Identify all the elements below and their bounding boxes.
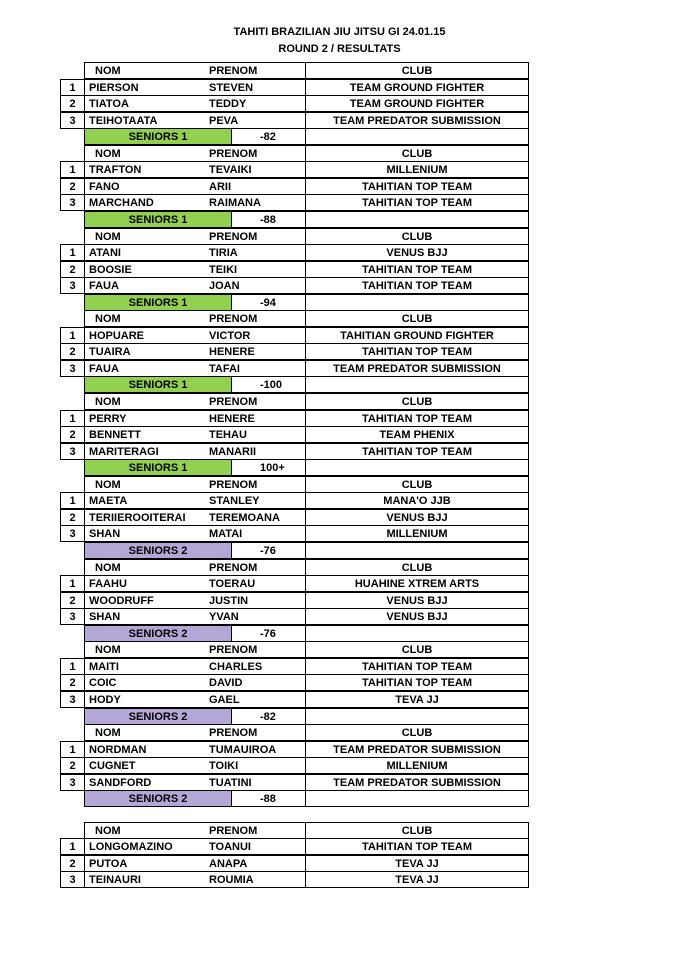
division-row [0,211,679,228]
nom-header: NOM [95,65,121,77]
division-row [0,790,679,807]
table-header-row [0,559,679,576]
rank-cell: 3 [60,871,85,888]
nom-value: SHAN [89,528,121,541]
prenom-header: PRENOM [209,478,258,491]
name-cell [84,79,306,96]
name-header-cell [84,145,306,162]
club-value: MILLENIUM [305,161,529,178]
name-header-cell [84,310,306,327]
name-cell [84,855,306,872]
prenom-header: PRENOM [209,727,258,739]
club-value: TAHITIAN TOP TEAM [305,194,529,211]
nom-header: NOM [95,824,121,837]
table-row [0,112,679,129]
table-row [0,674,679,691]
rank-cell: 2 [60,592,85,609]
table-row [0,592,679,609]
name-cell [84,261,306,278]
nom-header: NOM [95,313,121,326]
prenom-value: JOAN [209,280,240,293]
rank-cell: 3 [60,360,85,377]
division-label: SENIORS 2 [84,790,232,807]
prenom-header: PRENOM [209,313,258,326]
club-value: TEAM PREDATOR SUBMISSION [305,360,529,377]
nom-value: FANO [89,180,120,193]
nom-value: WOODRUFF [89,594,154,607]
club-value: TEVA JJ [305,691,529,708]
nom-value: TEIHOTAATA [89,114,158,127]
name-cell [84,592,306,609]
prenom-value: CHARLES [209,660,263,673]
table-header-row [0,393,679,410]
rank-cell: 3 [60,194,85,211]
name-header-cell [84,641,306,658]
rank-cell: 2 [60,855,85,872]
table-row [0,658,679,675]
nom-value: PIERSON [89,81,139,94]
table-row [0,509,679,526]
nom-value: PUTOA [89,857,128,870]
rank-cell: 3 [60,112,85,129]
name-cell [84,774,306,791]
prenom-value: PEVA [209,114,239,127]
weight-spacer-cell [305,708,529,725]
prenom-value: TAFAI [209,362,240,375]
name-cell [84,674,306,691]
club-header: CLUB [305,822,529,839]
nom-value: HODY [89,693,121,706]
rank-cell: 3 [60,774,85,791]
nom-value: LONGOMAZINO [89,841,173,854]
rank-cell: 3 [60,525,85,542]
name-header-cell [84,476,306,493]
club-value: VENUS BJJ [305,608,529,625]
name-cell [84,194,306,211]
table-row [0,855,679,872]
weight-label: -76 [231,542,306,559]
name-header-cell [84,62,306,79]
division-row [0,128,679,145]
division-row [0,708,679,725]
table-row [0,161,679,178]
club-header: CLUB [305,145,529,162]
name-cell [84,244,306,261]
rank-cell: 1 [60,410,85,427]
prenom-value: TUMAUIROA [209,743,277,756]
club-value: MILLENIUM [305,525,529,542]
name-cell [84,327,306,344]
weight-label: -94 [231,294,306,311]
name-cell [84,871,306,888]
nom-value: FAAHU [89,578,127,591]
club-value: TAHITIAN TOP TEAM [305,410,529,427]
prenom-value: JUSTIN [209,594,249,607]
nom-value: COIC [89,677,117,690]
rank-cell: 1 [60,741,85,758]
nom-value: HOPUARE [89,329,145,342]
table-row [0,194,679,211]
club-value: TEAM PREDATOR SUBMISSION [305,774,529,791]
rank-cell: 2 [60,95,85,112]
club-value: TEAM GROUND FIGHTER [305,79,529,96]
nom-value: SHAN [89,611,121,624]
prenom-header: PRENOM [209,561,258,574]
name-cell [84,509,306,526]
prenom-value: DAVID [209,677,243,690]
table-row [0,79,679,96]
rank-cell: 2 [60,426,85,443]
club-value: TAHITIAN TOP TEAM [305,178,529,195]
club-value: TEAM PHENIX [305,426,529,443]
club-value: TAHITIAN TOP TEAM [305,674,529,691]
prenom-value: GAEL [209,693,240,706]
prenom-value: TEVAIKI [209,164,252,177]
club-value: HUAHINE XTREM ARTS [305,575,529,592]
name-header-cell [84,228,306,245]
rank-cell: 2 [60,343,85,360]
table-row [0,426,679,443]
nom-value: ATANI [89,247,121,260]
weight-spacer-cell [305,625,529,642]
table-row [0,774,679,791]
table-row [0,443,679,460]
table-header-row [0,822,679,839]
page-subtitle: ROUND 2 / RESULTATS [278,43,401,55]
prenom-value: STANLEY [209,495,260,508]
name-cell [84,360,306,377]
club-header: CLUB [305,310,529,327]
division-row [0,294,679,311]
table-row [0,95,679,112]
prenom-value: VICTOR [209,329,251,342]
rank-cell: 3 [60,443,85,460]
table-row [0,343,679,360]
name-cell [84,112,306,129]
table-header-row [0,724,679,741]
division-row [0,459,679,476]
name-cell [84,95,306,112]
table-row [0,838,679,855]
prenom-value: TUATINI [209,776,252,789]
club-value: TEAM PREDATOR SUBMISSION [305,112,529,129]
weight-label: -76 [231,625,306,642]
division-row [0,542,679,559]
prenom-value: TOIKI [209,760,239,773]
weight-label: 100+ [231,459,306,476]
nom-value: SANDFORD [89,776,152,789]
rank-cell: 2 [60,261,85,278]
weight-spacer-cell [305,542,529,559]
club-header: CLUB [305,228,529,245]
nom-value: CUGNET [89,760,136,773]
division-label: SENIORS 1 [84,376,232,393]
division-label: SENIORS 1 [84,128,232,145]
nom-header: NOM [95,147,121,160]
nom-value: TIATOA [89,98,129,111]
name-cell [84,691,306,708]
nom-value: MAITI [89,660,119,673]
nom-value: MARITERAGI [89,445,159,458]
nom-value: NORDMAN [89,743,147,756]
name-header-cell [84,393,306,410]
name-header-cell [84,724,306,741]
nom-value: TERIIEROOITERAI [89,511,186,524]
table-header-row [0,310,679,327]
nom-value: TRAFTON [89,164,142,177]
division-label: SENIORS 1 [84,294,232,311]
nom-value: MARCHAND [89,197,154,210]
rank-cell: 2 [60,178,85,195]
club-header: CLUB [305,559,529,576]
name-cell [84,492,306,509]
club-value: TEAM PREDATOR SUBMISSION [305,741,529,758]
prenom-value: TOERAU [209,578,256,591]
prenom-header: PRENOM [209,230,258,243]
nom-value: FAUA [89,280,119,293]
name-cell [84,658,306,675]
weight-label: -82 [231,708,306,725]
club-value: TEVA JJ [305,855,529,872]
table-header-row [0,62,679,79]
table-row [0,871,679,888]
prenom-value: ARII [209,180,231,193]
weight-label: -88 [231,790,306,807]
name-cell [84,426,306,443]
prenom-value: MANARII [209,445,257,458]
division-label: SENIORS 2 [84,708,232,725]
nom-header: NOM [95,561,121,574]
name-cell [84,178,306,195]
rank-cell: 3 [60,608,85,625]
name-cell [84,161,306,178]
prenom-value: TEREMOANA [209,511,280,524]
division-label: SENIORS 2 [84,542,232,559]
club-header: CLUB [305,476,529,493]
prenom-value: MATAI [209,528,243,541]
rank-cell: 3 [60,277,85,294]
table-row [0,327,679,344]
nom-value: BOOSIE [89,263,132,276]
prenom-value: TEIKI [209,263,238,276]
name-header-cell [84,822,306,839]
club-value: TAHITIAN TOP TEAM [305,261,529,278]
table-row [0,244,679,261]
prenom-header: PRENOM [209,824,258,837]
prenom-header: PRENOM [209,396,258,408]
rank-cell: 2 [60,757,85,774]
nom-value: TEINAURI [89,874,141,887]
prenom-header: PRENOM [209,644,258,657]
table-row [0,360,679,377]
prenom-value: RAIMANA [209,197,261,210]
club-header: CLUB [305,724,529,741]
prenom-value: HENERE [209,346,255,359]
rank-cell: 1 [60,161,85,178]
club-value: VENUS BJJ [305,244,529,261]
nom-value: MAETA [89,495,128,508]
club-value: VENUS BJJ [305,592,529,609]
rank-cell: 1 [60,244,85,261]
division-label: SENIORS 1 [84,211,232,228]
weight-spacer-cell [305,376,529,393]
table-row [0,277,679,294]
weight-label: -88 [231,211,306,228]
club-value: TAHITIAN TOP TEAM [305,658,529,675]
nom-value: PERRY [89,412,127,425]
club-value: VENUS BJJ [305,509,529,526]
prenom-value: TIRIA [209,247,238,260]
nom-value: TUAIRA [89,346,131,359]
nom-value: BENNETT [89,429,141,442]
table-header-row [0,476,679,493]
club-value: TAHITIAN GROUND FIGHTER [305,327,529,344]
division-label: SENIORS 2 [84,625,232,642]
table-row [0,741,679,758]
club-value: TAHITIAN TOP TEAM [305,343,529,360]
name-cell [84,608,306,625]
name-cell [84,757,306,774]
page-title: TAHITI BRAZILIAN JIU JITSU GI 24.01.15 [233,26,446,38]
prenom-value: ANAPA [209,857,248,870]
rank-cell: 2 [60,674,85,691]
rank-cell: 1 [60,79,85,96]
nom-value: FAUA [89,362,119,375]
prenom-value: ROUMIA [209,874,254,887]
table-row [0,410,679,427]
nom-header: NOM [95,644,121,657]
table-row [0,691,679,708]
name-cell [84,443,306,460]
club-value: MANA'O JJB [305,492,529,509]
name-cell [84,277,306,294]
club-value: TAHITIAN TOP TEAM [305,838,529,855]
table-row [0,608,679,625]
club-value: MILLENIUM [305,757,529,774]
club-header: CLUB [305,641,529,658]
name-cell [84,525,306,542]
rank-cell: 3 [60,691,85,708]
prenom-value: TEDDY [209,98,247,111]
table-row [0,525,679,542]
rank-cell: 1 [60,327,85,344]
table-row [0,261,679,278]
rank-cell: 1 [60,575,85,592]
division-label: SENIORS 1 [84,459,232,476]
division-row [0,376,679,393]
prenom-value: HENERE [209,412,255,425]
club-header: CLUB [305,393,529,410]
name-cell [84,575,306,592]
name-cell [84,741,306,758]
nom-header: NOM [95,478,121,491]
weight-spacer-cell [305,128,529,145]
prenom-value: STEVEN [209,81,254,94]
weight-spacer-cell [305,790,529,807]
rank-cell: 1 [60,492,85,509]
name-cell [84,410,306,427]
weight-label: -100 [231,376,306,393]
club-value: TEAM GROUND FIGHTER [305,95,529,112]
prenom-value: TEHAU [209,429,247,442]
club-value: TEVA JJ [305,871,529,888]
weight-spacer-cell [305,294,529,311]
nom-header: NOM [95,396,121,408]
nom-header: NOM [95,727,121,739]
weight-spacer-cell [305,211,529,228]
table-row [0,178,679,195]
nom-header: NOM [95,230,121,243]
rank-cell: 1 [60,838,85,855]
name-header-cell [84,559,306,576]
prenom-header: PRENOM [209,147,258,160]
table-header-row [0,641,679,658]
prenom-header: PRENOM [209,65,258,77]
weight-label: -82 [231,128,306,145]
rank-cell: 1 [60,658,85,675]
club-value: TAHITIAN TOP TEAM [305,443,529,460]
weight-spacer-cell [305,459,529,476]
club-header: CLUB [305,62,529,79]
club-value: TAHITIAN TOP TEAM [305,277,529,294]
table-row [0,492,679,509]
rank-cell: 2 [60,509,85,526]
table-row [0,575,679,592]
table-header-row [0,228,679,245]
table-row [0,757,679,774]
prenom-value: YVAN [209,611,239,624]
name-cell [84,838,306,855]
division-row [0,625,679,642]
table-header-row [0,145,679,162]
name-cell [84,343,306,360]
prenom-value: TOANUI [209,841,251,854]
